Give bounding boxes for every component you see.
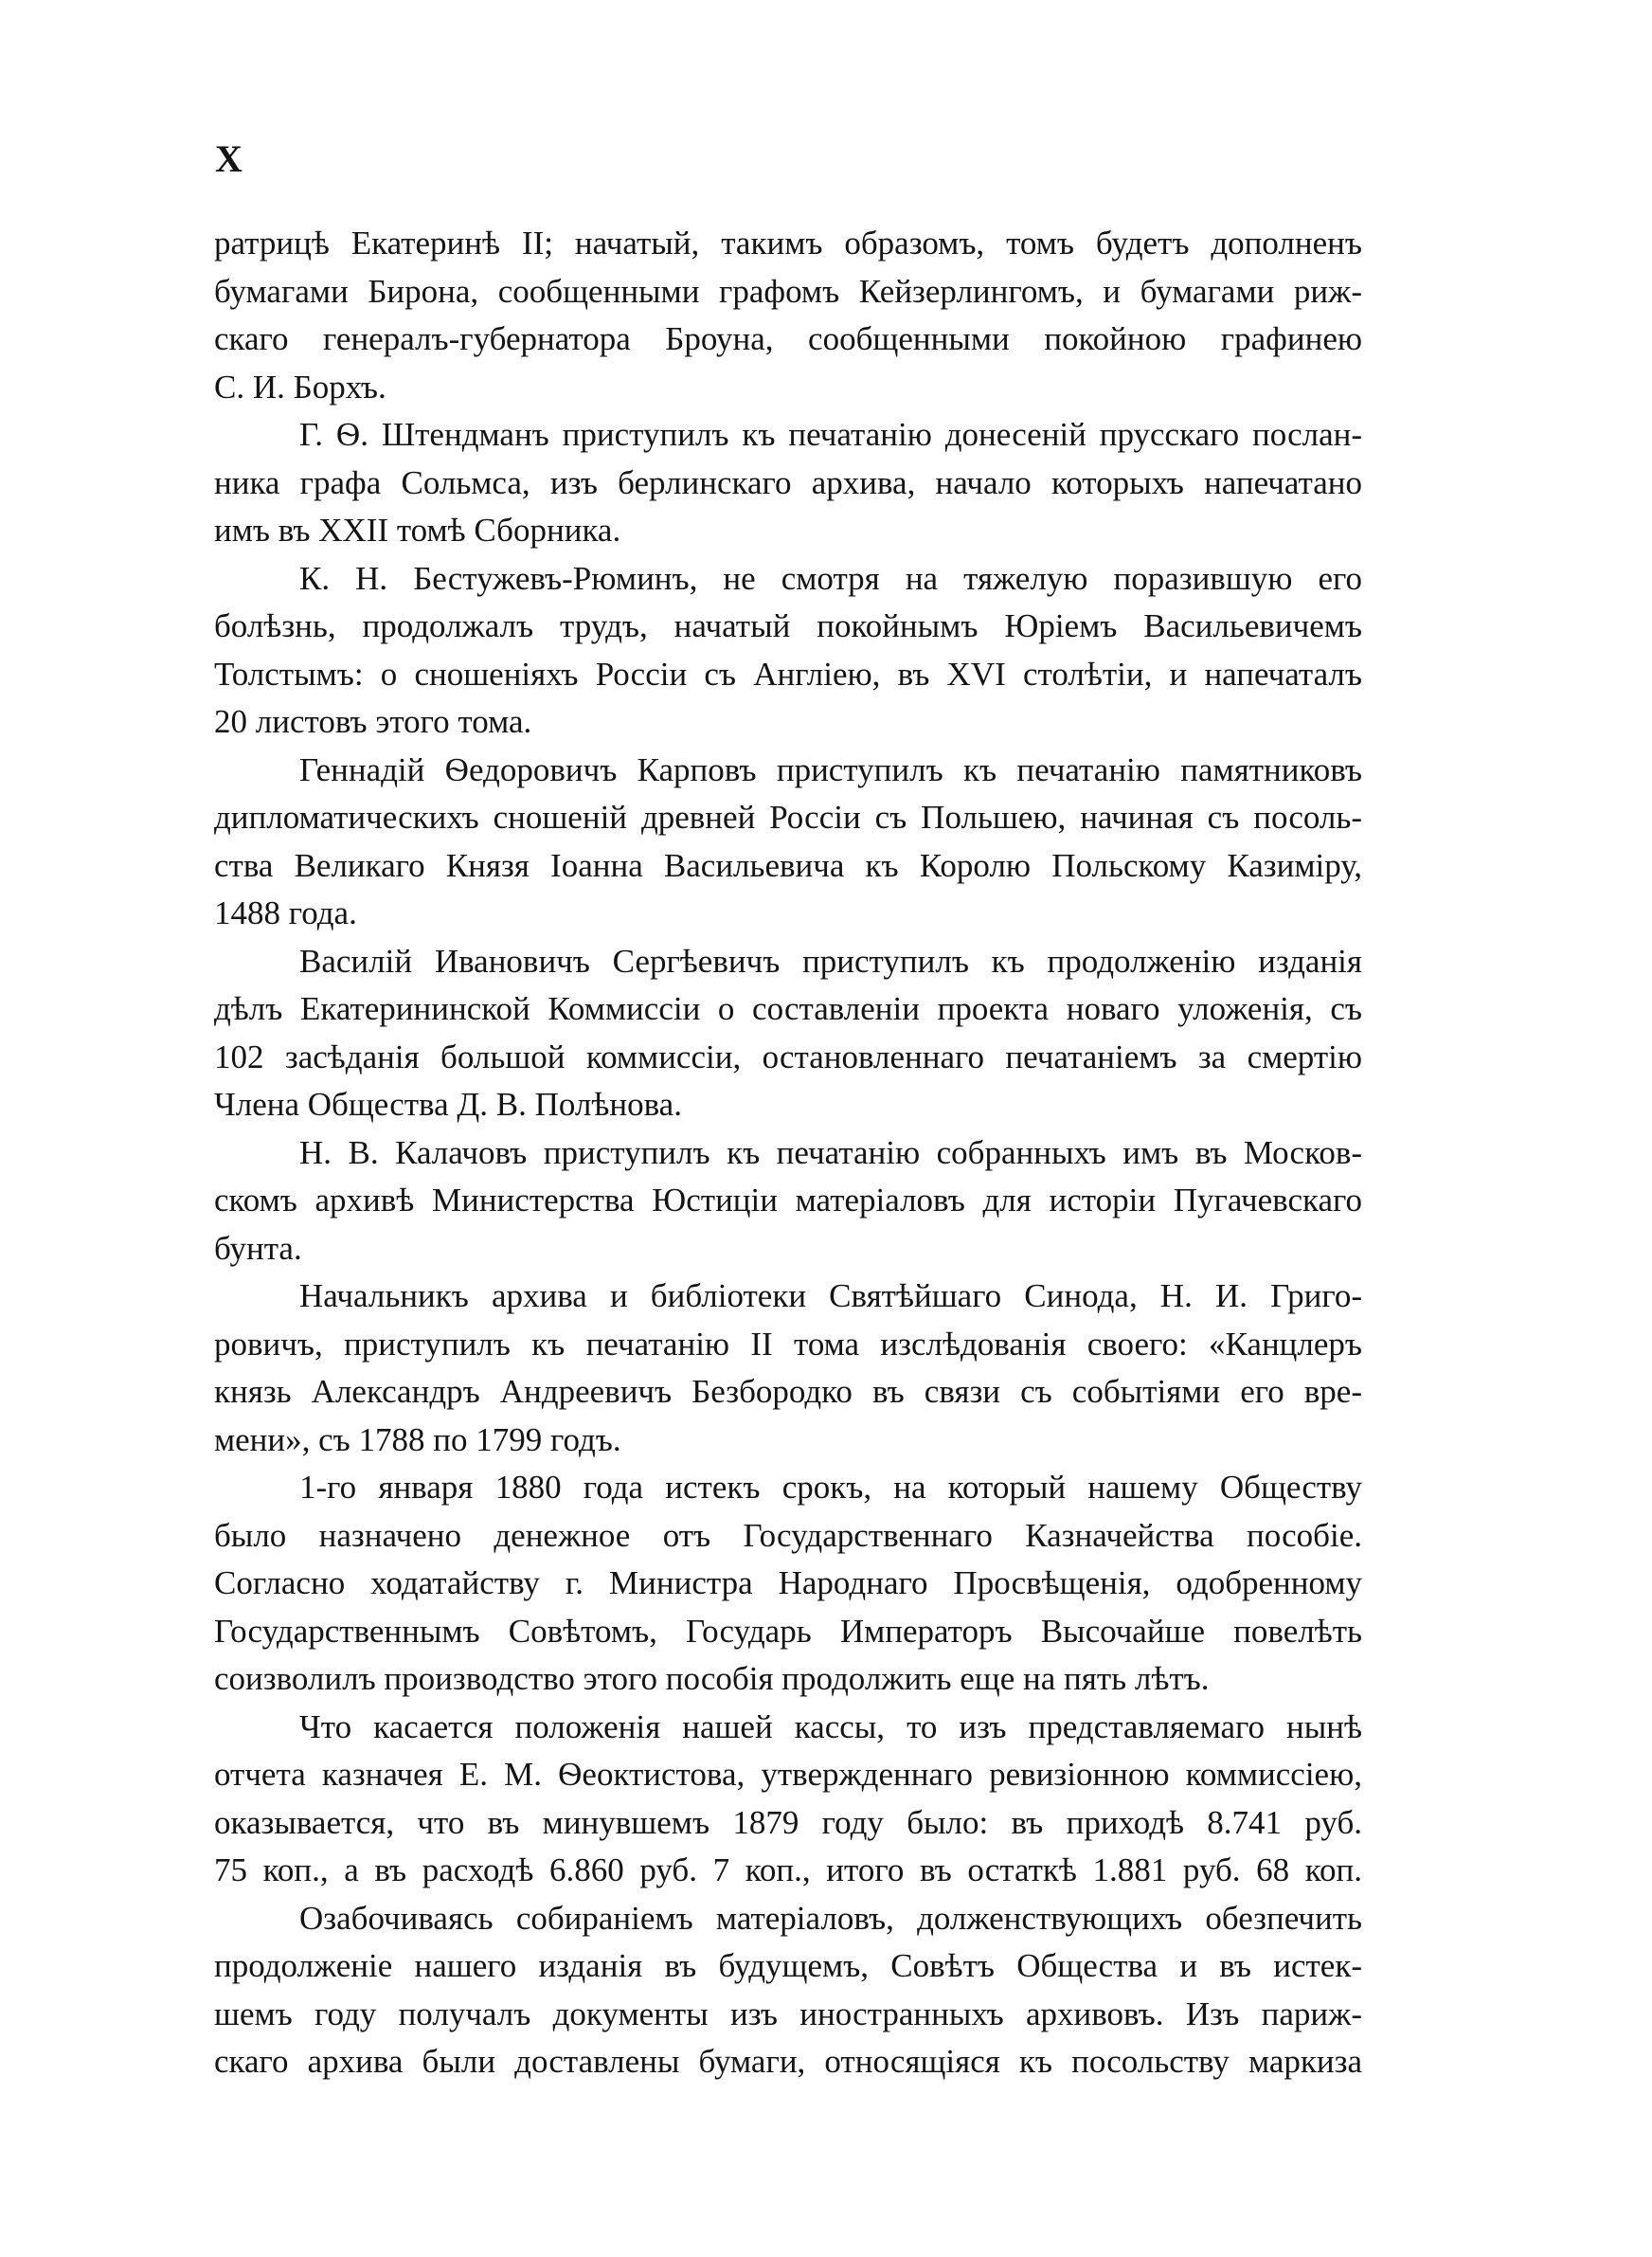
text-line: Геннадій Ѳедоровичъ Карповъ приступилъ къ печатанію памятниковъ [299, 750, 1362, 788]
text-line: Н. В. Калачовъ приступилъ къ печатанію собранныхъ имъ въ Москов- [299, 1133, 1362, 1171]
text-line: Озабочиваясь собираніемъ матеріаловъ, долженствующихъ обезпечить [299, 1899, 1362, 1937]
text-line: скаго архива были доставлены бумаги, относящіяся къ посольству маркиза [214, 2043, 1362, 2080]
text-line: отчета казначея Е. М. Ѳеоктистова, утвержденнаго ревизіонною коммиссіею, [214, 1756, 1362, 1793]
text-line: ратрицѣ Екатеринѣ II; начатый, такимъ образомъ, томъ будетъ дополненъ [214, 225, 1362, 262]
text-line: 1-го января 1880 года истекъ срокъ, на который нашему Обществу [299, 1469, 1362, 1506]
text-line: ровичъ, приступилъ къ печатанію II тома изслѣдованія своего: «Канцлеръ [214, 1325, 1362, 1363]
text-line: Что касается положенія нашей кассы, то изъ представляемаго нынѣ [299, 1707, 1362, 1745]
text-line: ства Великаго Князя Іоанна Васильевича къ Королю Польскому Казиміру, [214, 846, 1362, 884]
text-line: 102 засѣданія большой коммиссіи, остановленнаго печатаніемъ за смертію [214, 1038, 1362, 1075]
text-line: С. И. Борхъ. [214, 368, 386, 406]
text-line: Согласно ходатайству г. Министра Народнаго Просвѣщенія, одобренному [214, 1564, 1362, 1601]
text-line: скаго генералъ-губернатора Броуна, сообщенными покойною графинею [214, 320, 1362, 357]
text-line: оказывается, что въ минувшемъ 1879 году было: въ приходѣ 8.741 руб. [214, 1803, 1362, 1841]
text-line: Члена Общества Д. В. Полѣнова. [214, 1086, 682, 1123]
text-line: мени», съ 1788 по 1799 годъ. [214, 1420, 621, 1458]
text-line: соизволилъ производство этого пособія продолжить еще на пять лѣтъ. [214, 1660, 1210, 1697]
page-number: X [215, 137, 243, 180]
text-line: бунта. [214, 1229, 302, 1267]
text-line: 75 коп., а въ расходѣ 6.860 руб. 7 коп., итого въ остаткѣ 1.881 руб. 68 коп. [214, 1851, 1362, 1888]
text-line: Начальникъ архива и библіотеки Святѣйшаго Синода, Н. И. Григо- [299, 1277, 1362, 1314]
text-line: было назначено денежное отъ Государственнаго Казначейства пособіе. [214, 1516, 1362, 1554]
text-line: шемъ году получалъ документы изъ иностранныхъ архивовъ. Изъ париж- [214, 1995, 1362, 2032]
text-line: Василій Ивановичъ Сергѣевичъ приступилъ къ продолженію изданія [299, 942, 1362, 980]
text-line: ника графа Сольмса, изъ берлинскаго архива, начало которыхъ напечатано [214, 463, 1362, 501]
text-line: скомъ архивѣ Министерства Юстиціи матеріаловъ для исторіи Пугачевскаго [214, 1182, 1362, 1219]
text-line: 1488 года. [214, 894, 357, 931]
text-line: Государственнымъ Совѣтомъ, Государь Императоръ Высочайше повелѣть [214, 1612, 1362, 1650]
text-line: 20 листовъ этого тома. [214, 703, 532, 740]
text-line: князь Александръ Андреевичъ Безбородко въ связи съ событіями его вре- [214, 1373, 1362, 1410]
text-line: дипломатическихъ сношеній древней Россіи съ Польшею, начиная съ посоль- [214, 799, 1362, 836]
text-line: болѣзнь, продолжалъ трудъ, начатый покойнымъ Юріемъ Васильевичемъ [214, 607, 1362, 644]
text-line: Г. Ѳ. Штендманъ приступилъ къ печатанію донесеній прусскаго послан- [299, 416, 1362, 453]
text-line: К. Н. Бестужевъ-Рюминъ, не смотря на тяжелую поразившую его [299, 559, 1362, 597]
body-text [214, 220, 1362, 2086]
text-line: бумагами Бирона, сообщенными графомъ Кейзерлингомъ, и бумагами риж- [214, 272, 1362, 310]
text-line: Толстымъ: о сношеніяхъ Россіи съ Англіею, въ XVI столѣтіи, и напечаталъ [214, 655, 1362, 693]
text-line: дѣлъ Екатерининской Коммиссіи о составленіи проекта новаго уложенія, съ [214, 990, 1362, 1027]
text-line: имъ въ XXII томѣ Сборника. [214, 512, 621, 549]
text-line: продолженіе нашего изданія въ будущемъ, Совѣтъ Общества и въ истек- [214, 1947, 1362, 1984]
